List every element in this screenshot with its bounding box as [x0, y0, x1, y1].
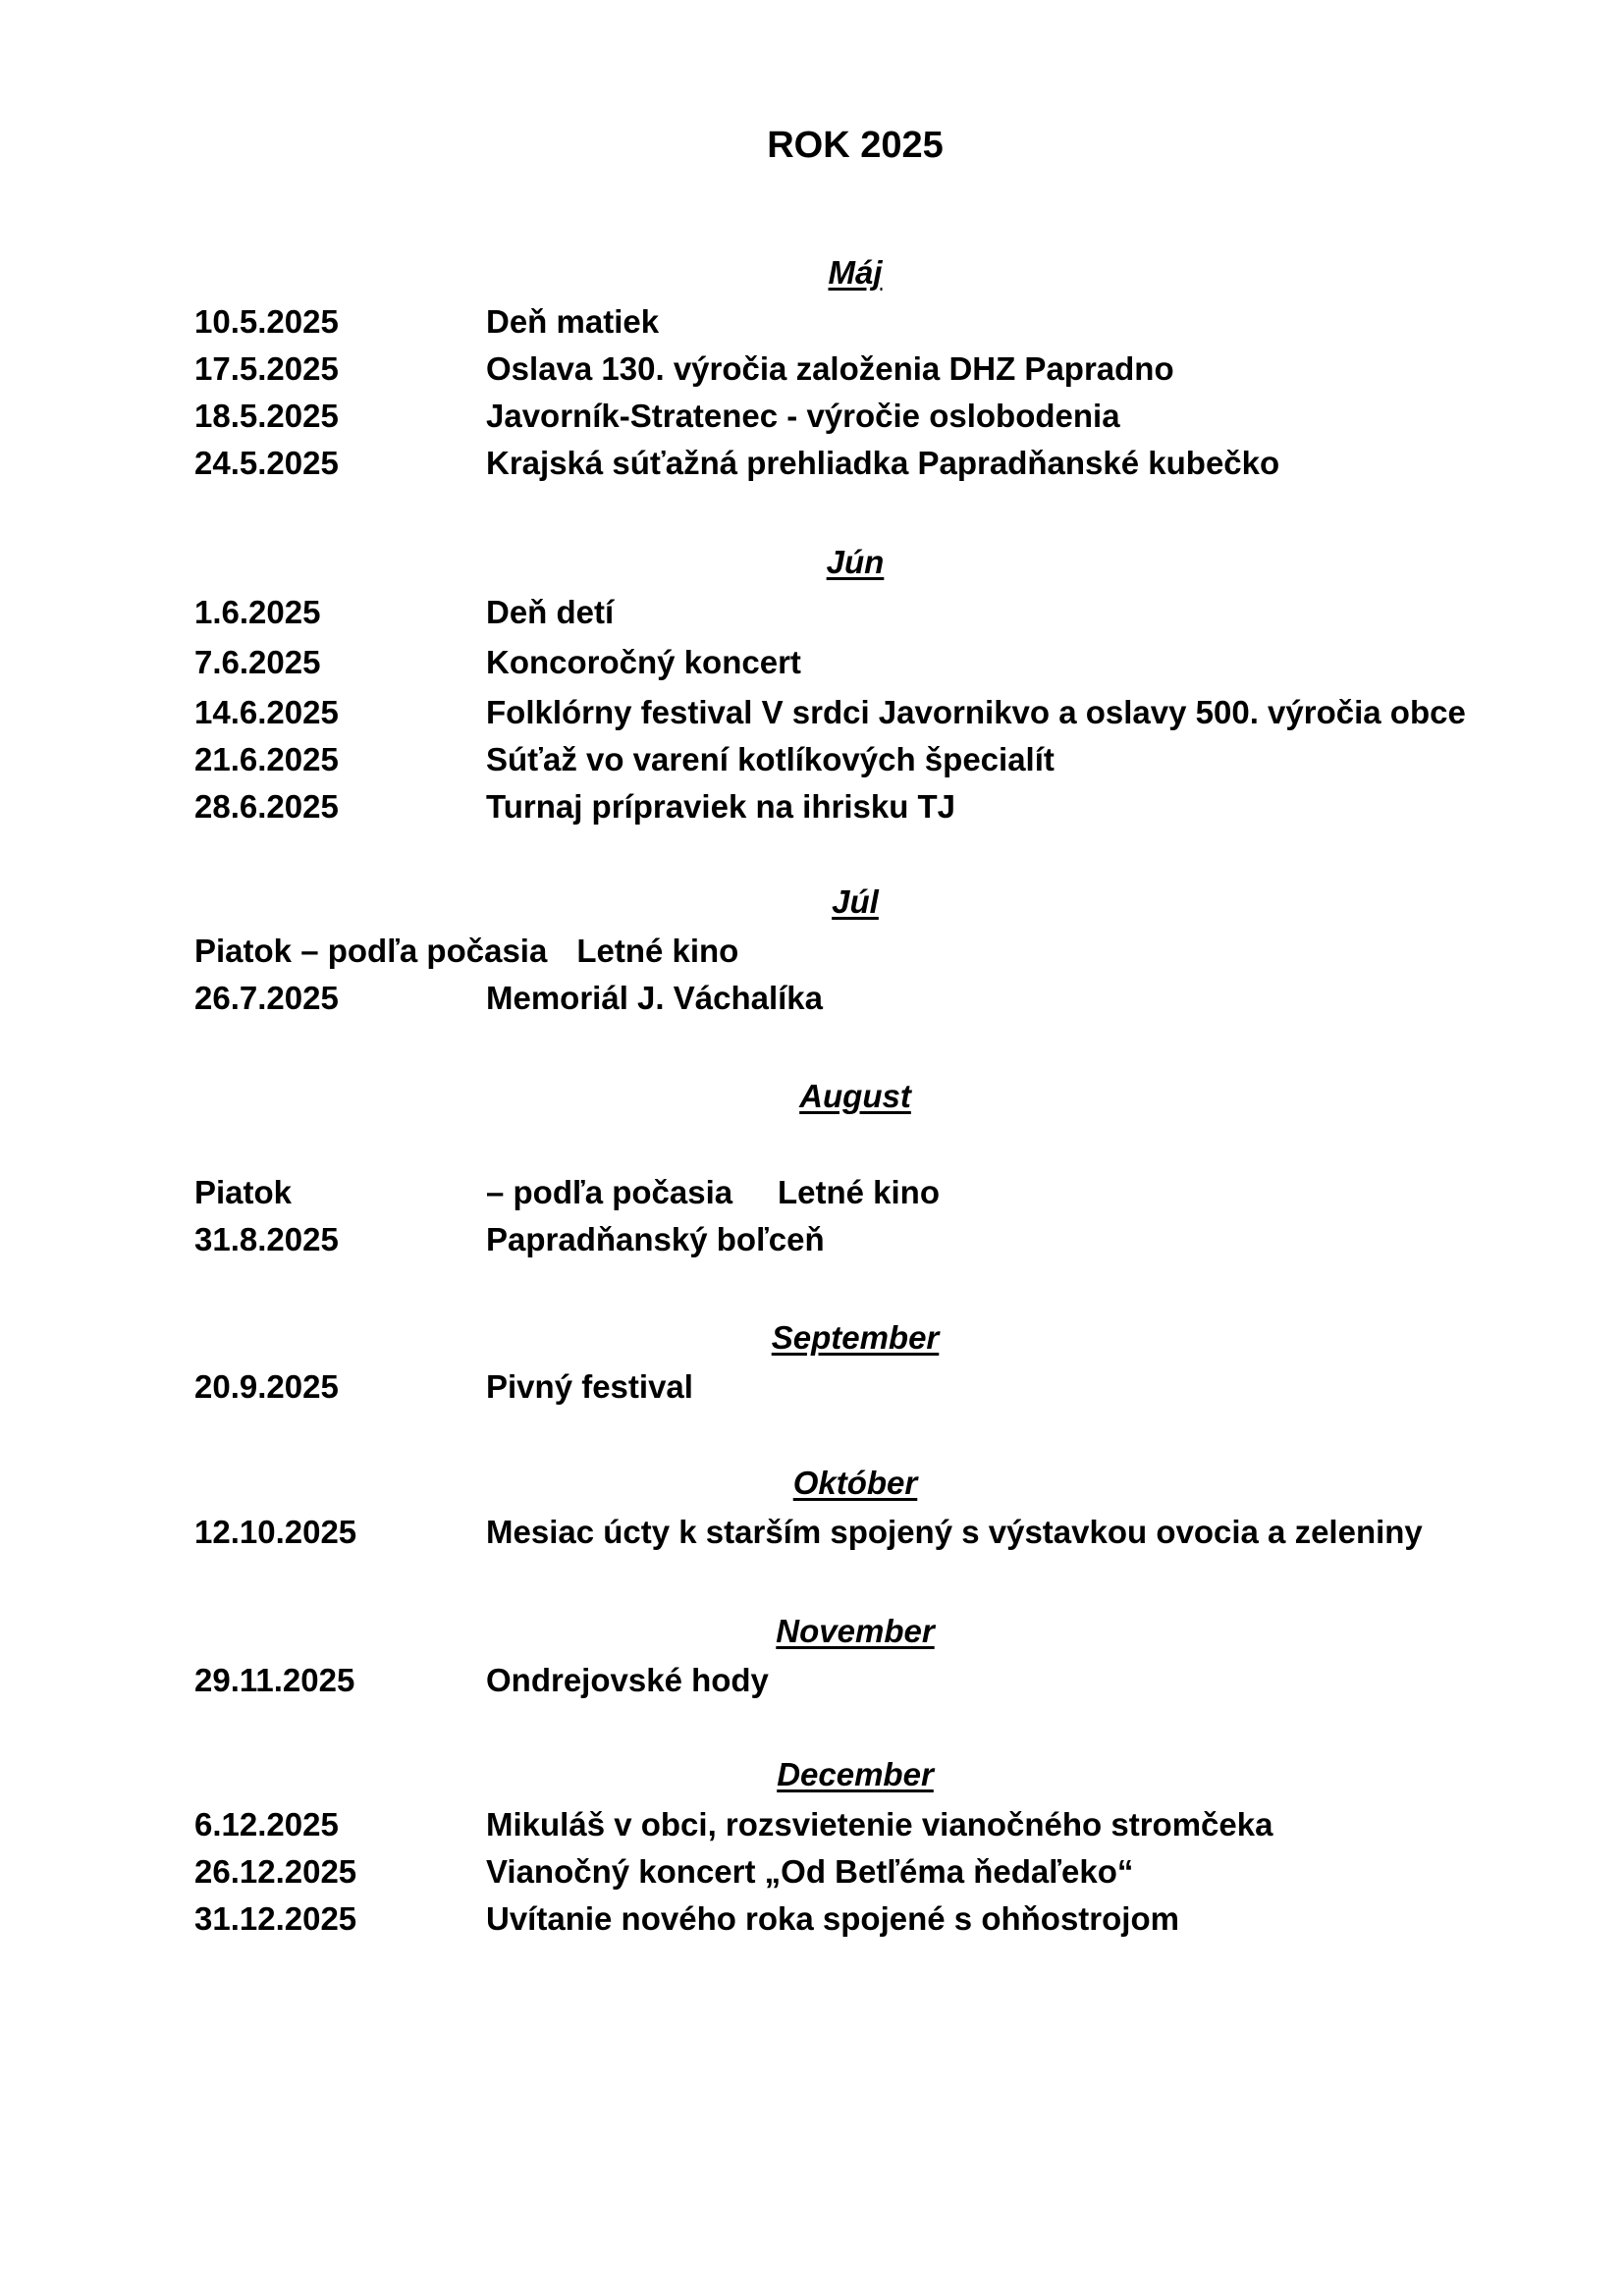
event-date: 26.7.2025: [194, 980, 339, 1016]
event-date: 18.5.2025: [194, 398, 339, 434]
event-name: Koncoročný koncert: [486, 644, 801, 680]
month-heading-jul: Júl: [832, 883, 879, 920]
event-row: [194, 1173, 940, 1212]
event-date: 12.10.2025: [194, 1514, 357, 1550]
event-date: 29.11.2025: [194, 1662, 355, 1698]
event-name: Oslava 130. výročia založenia DHZ Papradno: [486, 350, 1174, 387]
month-heading-september: September: [771, 1319, 940, 1356]
event-date: 1.6.2025: [194, 594, 321, 630]
event-date: 31.12.2025: [194, 1900, 357, 1937]
event-date: 31.8.2025: [194, 1221, 339, 1257]
event-date: 24.5.2025: [194, 445, 339, 481]
event-name: Letné kino: [576, 933, 739, 969]
event-name: Uvítanie nového roka spojené s ohňostrojom: [486, 1900, 1179, 1937]
event-name: Ondrejovské hody: [486, 1662, 769, 1698]
event-name: Folklórny festival V srdci Javornikvo a oslavy 500. výročia obce: [486, 694, 1466, 730]
event-date: 10.5.2025: [194, 303, 339, 340]
event-name: Memoriál J. Váchalíka: [486, 980, 824, 1016]
event-name: Papradňanský boľceň: [486, 1221, 825, 1257]
event-date: 20.9.2025: [194, 1368, 339, 1405]
month-heading-jun: Jún: [826, 544, 885, 580]
event-date: Piatok – podľa počasia: [194, 933, 548, 969]
event-row: [194, 932, 738, 971]
month-heading-maj: Máj: [828, 254, 883, 291]
event-name: Turnaj prípraviek na ihrisku TJ: [486, 788, 956, 825]
event-name: Deň matiek: [486, 303, 660, 340]
event-name: Javorník-Stratenec - výročie oslobodenia: [486, 398, 1120, 434]
month-heading-november: November: [776, 1613, 935, 1649]
event-date: 28.6.2025: [194, 788, 339, 825]
event-date: 6.12.2025: [194, 1806, 339, 1842]
month-heading-oktober: Október: [792, 1465, 918, 1501]
event-date: 21.6.2025: [194, 741, 339, 777]
event-name: Krajská súťažná prehliadka Papradňanské kubečko: [486, 445, 1280, 481]
month-heading-august: August: [799, 1078, 911, 1114]
event-date: 7.6.2025: [194, 644, 321, 680]
event-name: Mikuláš v obci, rozsvietenie vianočného stromčeka: [486, 1806, 1273, 1842]
event-name: Deň detí: [486, 594, 615, 630]
event-date: 14.6.2025: [194, 694, 339, 730]
event-name: Vianočný koncert „Od Betľéma ňedaľeko“: [486, 1853, 1134, 1890]
event-date: 26.12.2025: [194, 1853, 357, 1890]
event-name: Mesiac úcty k starším spojený s výstavkou ovocia a zeleniny: [486, 1514, 1423, 1550]
event-name: Pivný festival: [486, 1368, 693, 1405]
event-name: Súťaž vo varení kotlíkových špecialít: [486, 741, 1055, 777]
page-title: ROK 2025: [767, 125, 944, 166]
event-date: Piatok: [194, 1174, 293, 1210]
event-name: – podľa počasia Letné kino: [486, 1174, 940, 1210]
month-heading-december: December: [777, 1756, 934, 1792]
event-date: 17.5.2025: [194, 350, 339, 387]
